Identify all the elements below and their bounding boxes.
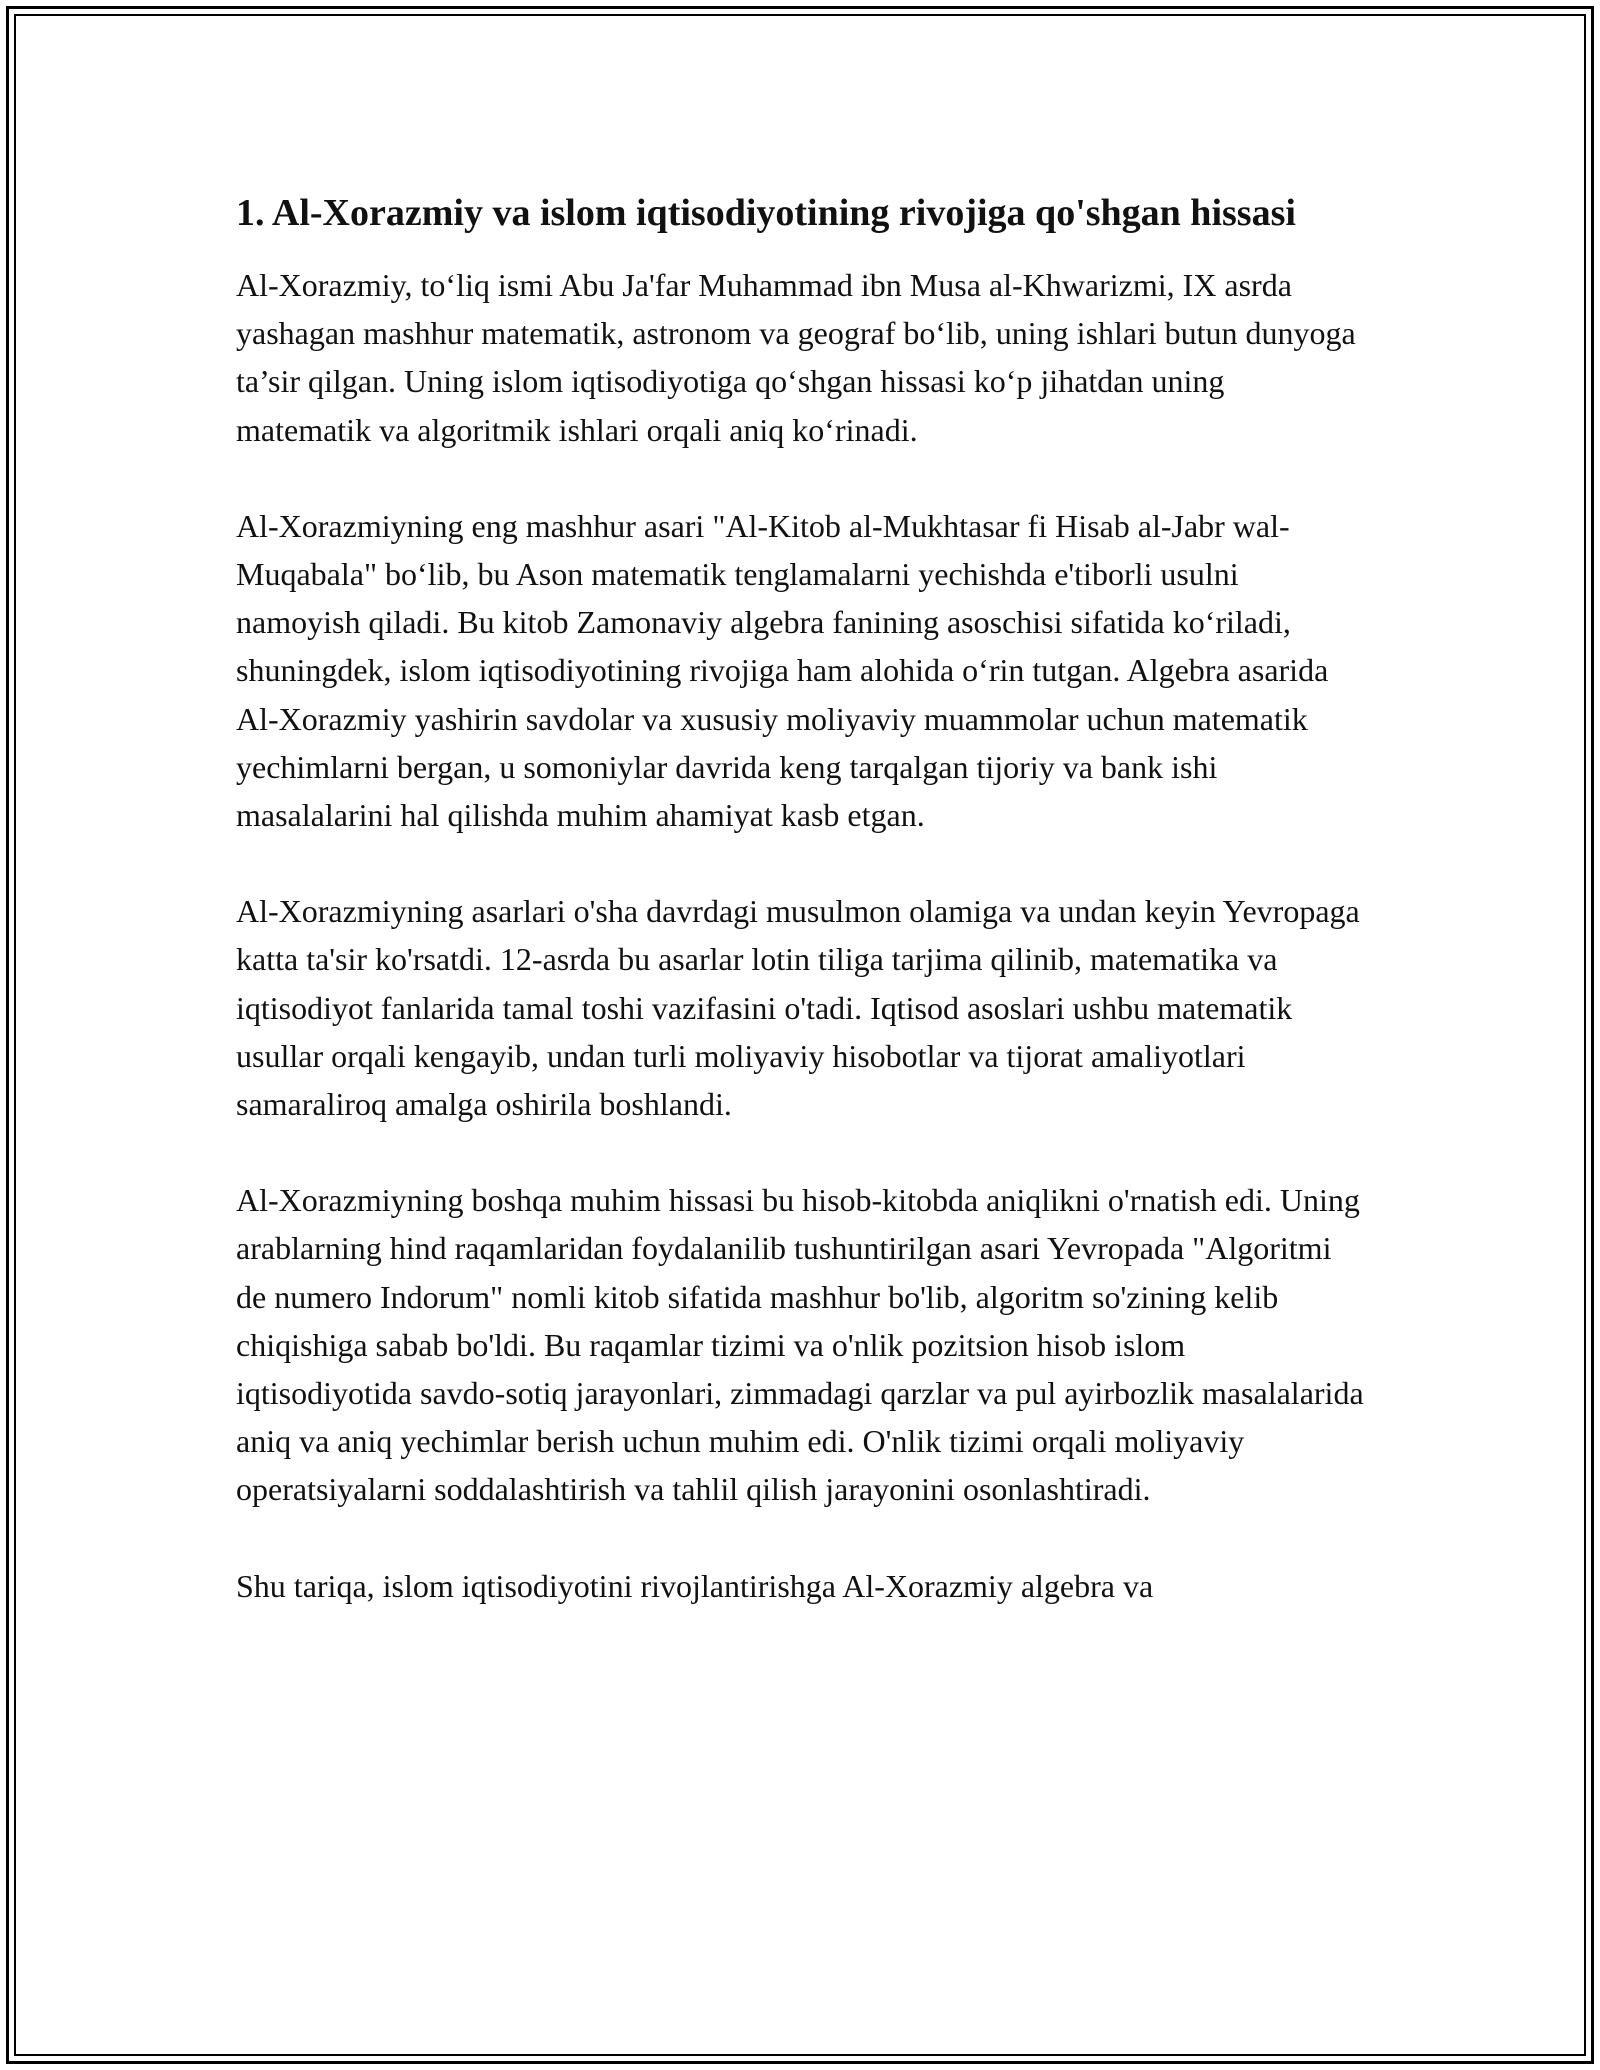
paragraph-5: Shu tariqa, islom iqtisodiyotini rivojlantirishga Al-Xorazmiy algebra va <box>236 1567 1154 1604</box>
paragraph-2: Al-Xorazmiyning eng mashhur asari "Al-Kitob al-Mukhtasar fi Hisab al-Jabr wal-Muqabala" bo‘lib, bu Ason matematik tenglamalarni yechishda e'tiborli usulni namoyish qiladi. Bu kitob Zamonaviy algebra fanining asoschisi sifatida ko‘riladi, shuningdek, islom iqtisodiyotining rivojiga ham alohida o‘rin tutgan. Algebra asarida Al-Xorazmiy yashirin savdolar va xususiy moliyaviy muammolar uchun matematik yechimlarni bergan, u somoniylar davrida keng tarqalgan tijoriy va bank ishi masalalarini hal qilishda muhim ahamiyat kasb etgan. <box>236 507 1329 834</box>
document-body <box>236 186 1366 1658</box>
paragraph-1: Al-Xorazmiy, to‘liq ismi Abu Ja'far Muhammad ibn Musa al-Khwarizmi, IX asrda yashagan mashhur matematik, astronom va geograf bo‘lib, uning ishlari butun dunyoga ta’sir qilgan. Uning islom iqtisodiyotiga qo‘shgan hissasi ko‘p jihatdan uning matematik va algoritmik ishlari orqali aniq ko‘rinadi. <box>236 267 1356 448</box>
paragraph-3: Al-Xorazmiyning asarlari o'sha davrdagi musulmon olamiga va undan keyin Yevropaga katta ta'sir ko'rsatdi. 12-asrda bu asarlar lotin tiliga tarjima qilinib, matematika va iqtisodiyot fanlarida tamal toshi vazifasini o'tadi. Iqtisod asoslari ushbu matematik usullar orqali kengayib, undan turli moliyaviy hisobotlar va tijorat amaliyotlari samaraliroq amalga oshirila boshlandi. <box>236 893 1360 1123</box>
paragraph-4: Al-Xorazmiyning boshqa muhim hissasi bu hisob-kitobda aniqlikni o'rnatish edi. Uning arablarning hind raqamlaridan foydalanilib tushuntirilgan asari Yevropada "Algoritmi de numero Indorum" nomli kitob sifatida mashhur bo'lib, algoritm so'zining kelib chiqishiga sabab bo'ldi. Bu raqamlar tizimi va o'nlik pozitsion hisob islom iqtisodiyotida savdo-sotiq jarayonlari, zimmadagi qarzlar va pul ayirbozlik masalalarida aniq va aniq yechimlar berish uchun muhim edi. O'nlik tizimi orqali moliyaviy operatsiyalarni soddalashtirish va tahlil qilish jarayonini osonlashtiradi. <box>236 1182 1364 1508</box>
section-heading: 1. Al-Xorazmiy va islom iqtisodiyotining rivojiga qo'shgan hissasi <box>236 192 1296 234</box>
